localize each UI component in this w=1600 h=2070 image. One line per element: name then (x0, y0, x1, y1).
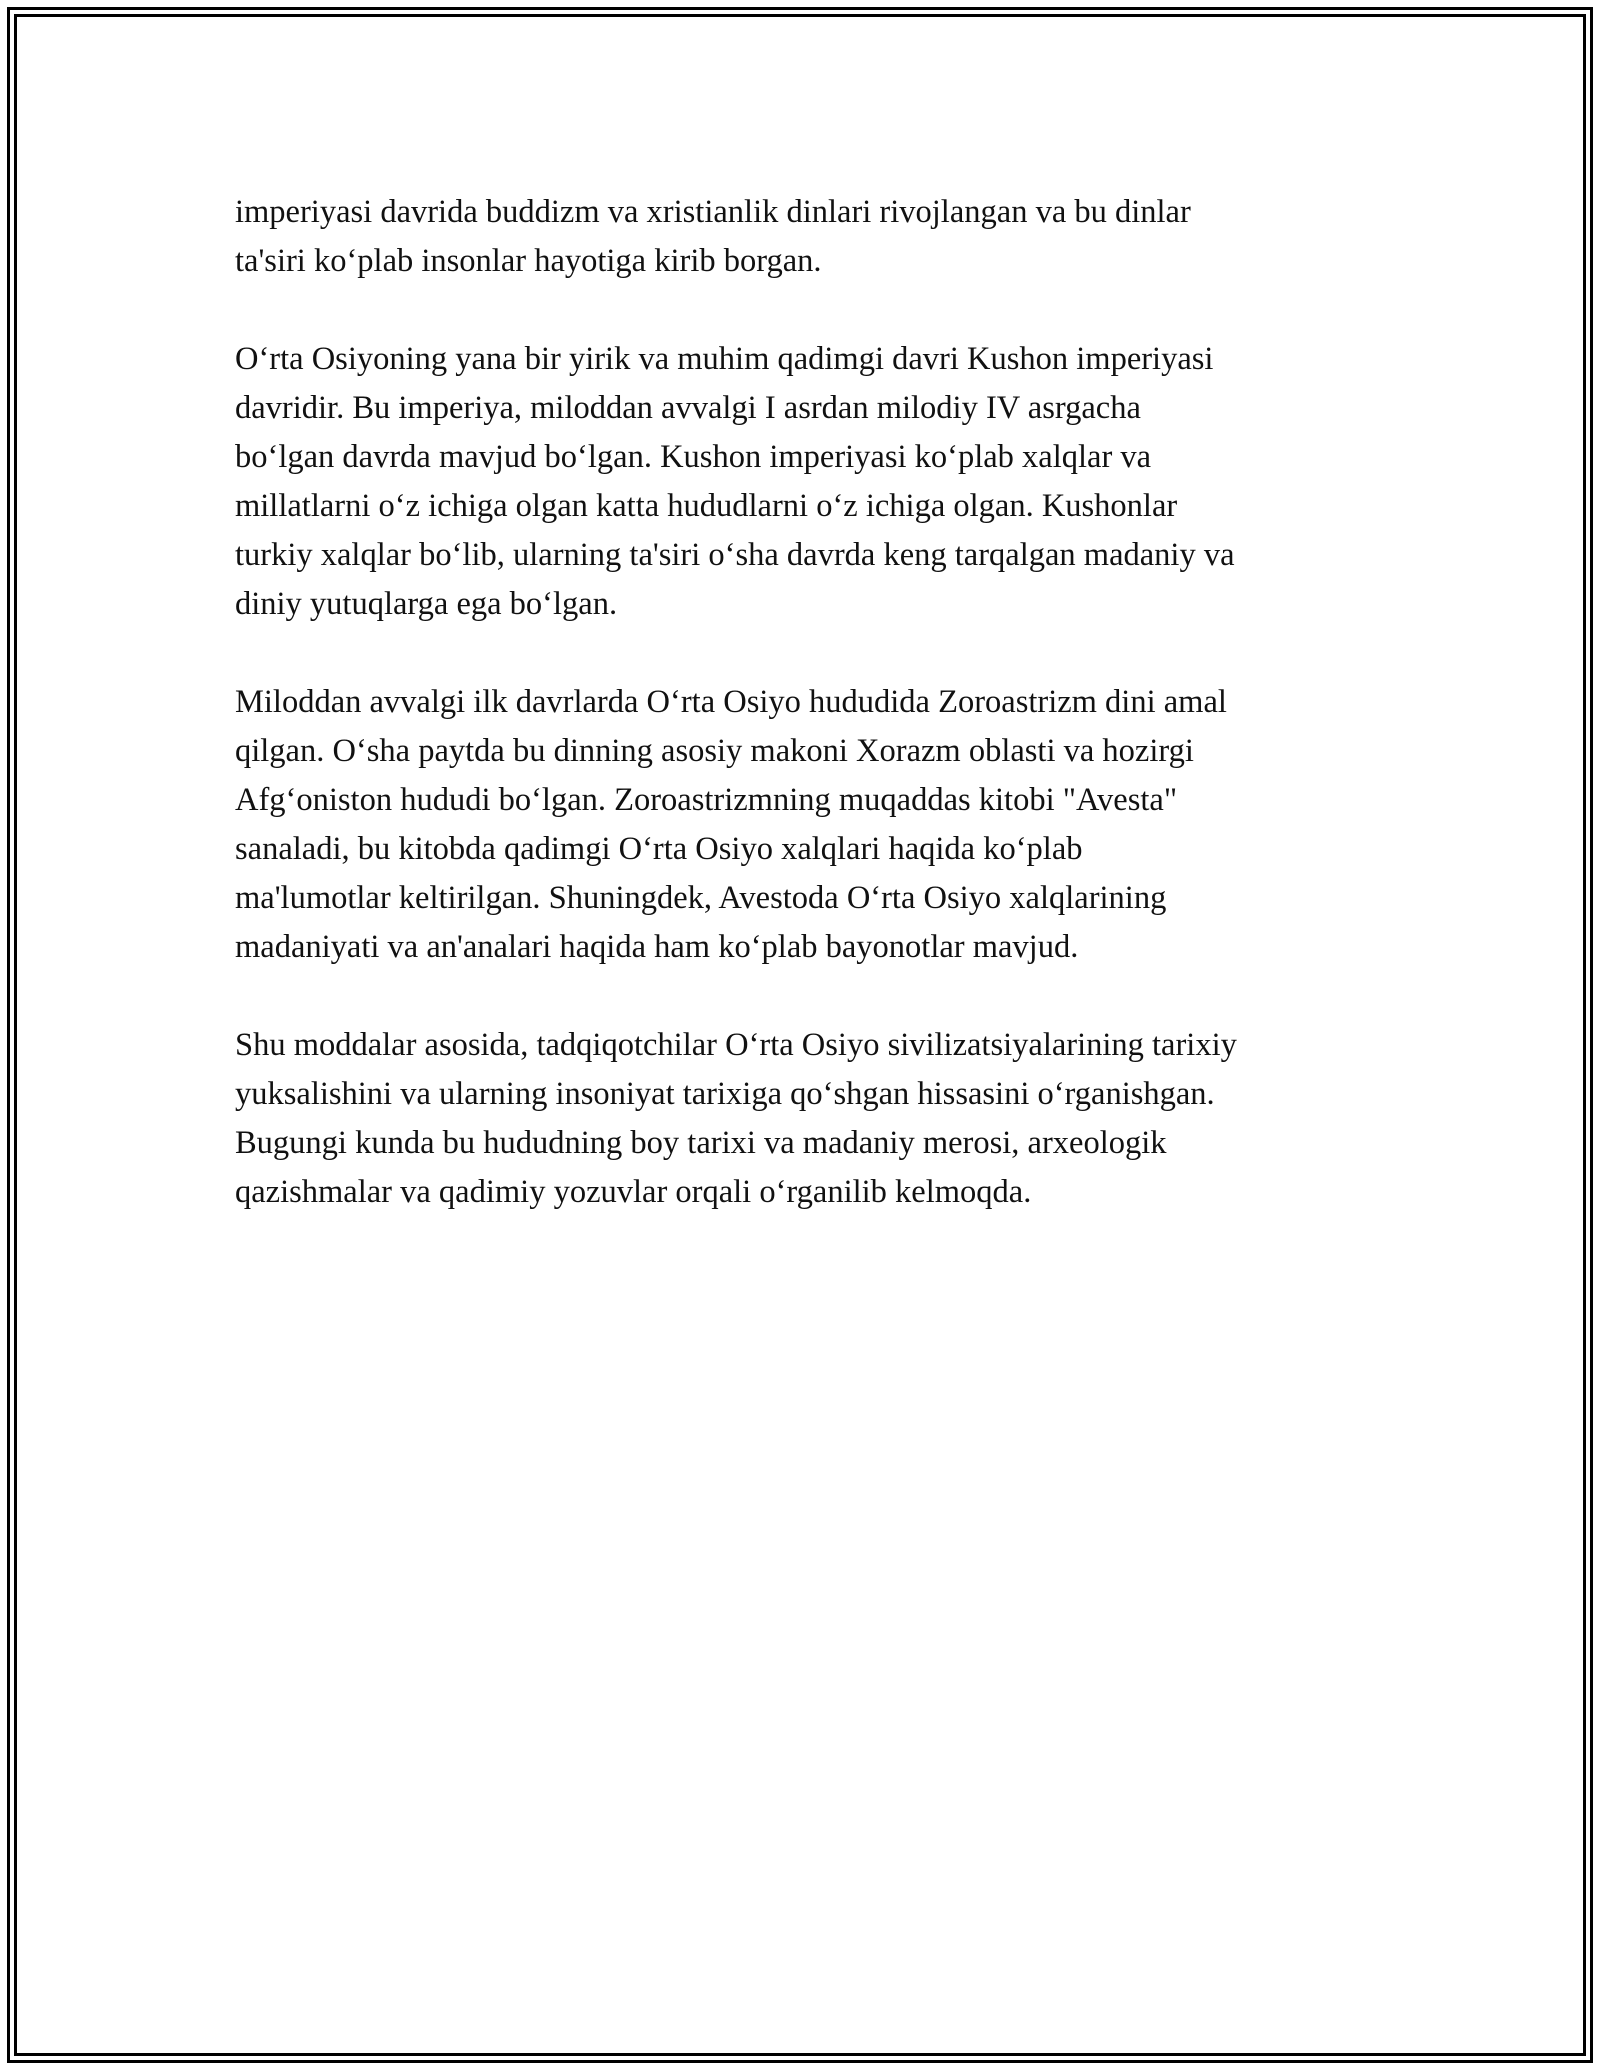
text-line: Shu moddalar asosida, tadqiqotchilar O‘rta Osiyo sivilizatsiyalarining tarixiy (235, 1027, 1237, 1063)
text-line: bo‘lgan davrda mavjud bo‘lgan. Kushon imperiyasi ko‘plab xalqlar va (235, 439, 1152, 475)
text-line: Bugungi kunda bu hududning boy tarixi va madaniy merosi, arxeologik (235, 1125, 1167, 1161)
text-line: qilgan. O‘sha paytda bu dinning asosiy makoni Xorazm oblasti va hozirgi (235, 733, 1194, 769)
text-line: ta'siri ko‘plab insonlar hayotiga kirib borgan. (235, 243, 822, 279)
text-line: davridir. Bu imperiya, miloddan avvalgi I asrdan milodiy IV asrgacha (235, 390, 1141, 426)
text-line: imperiyasi davrida buddizm va xristianlik dinlari rivojlangan va bu dinlar (235, 194, 1191, 230)
text-line: Miloddan avvalgi ilk davrlarda O‘rta Osiyo hududida Zoroastrizm dini amal (235, 684, 1227, 720)
text-line: ma'lumotlar keltirilgan. Shuningdek, Avestoda O‘rta Osiyo xalqlarining (235, 880, 1167, 916)
paragraph-1 (235, 188, 1385, 286)
document-body (235, 188, 1385, 1266)
text-line: millatlarni o‘z ichiga olgan katta hududlarni o‘z ichiga olgan. Kushonlar (235, 488, 1178, 524)
text-line: diniy yutuqlarga ega bo‘lgan. (235, 586, 618, 622)
text-line: turkiy xalqlar bo‘lib, ularning ta'siri o‘sha davrda keng tarqalgan madaniy va (235, 537, 1235, 573)
text-line: sanaladi, bu kitobda qadimgi O‘rta Osiyo xalqlari haqida ko‘plab (235, 831, 1083, 867)
text-line: O‘rta Osiyoning yana bir yirik va muhim qadimgi davri Kushon imperiyasi (235, 341, 1214, 377)
text-line: qazishmalar va qadimiy yozuvlar orqali o‘rganilib kelmoqda. (235, 1174, 1032, 1210)
text-line: madaniyati va an'analari haqida ham ko‘plab bayonotlar mavjud. (235, 929, 1079, 965)
text-line: Afg‘oniston hududi bo‘lgan. Zoroastrizmning muqaddas kitobi "Avesta" (235, 782, 1178, 818)
paragraph-4 (235, 1021, 1385, 1217)
paragraph-3 (235, 678, 1385, 972)
text-line: yuksalishini va ularning insoniyat tarixiga qo‘shgan hissasini o‘rganishgan. (235, 1076, 1215, 1112)
paragraph-2 (235, 335, 1385, 629)
